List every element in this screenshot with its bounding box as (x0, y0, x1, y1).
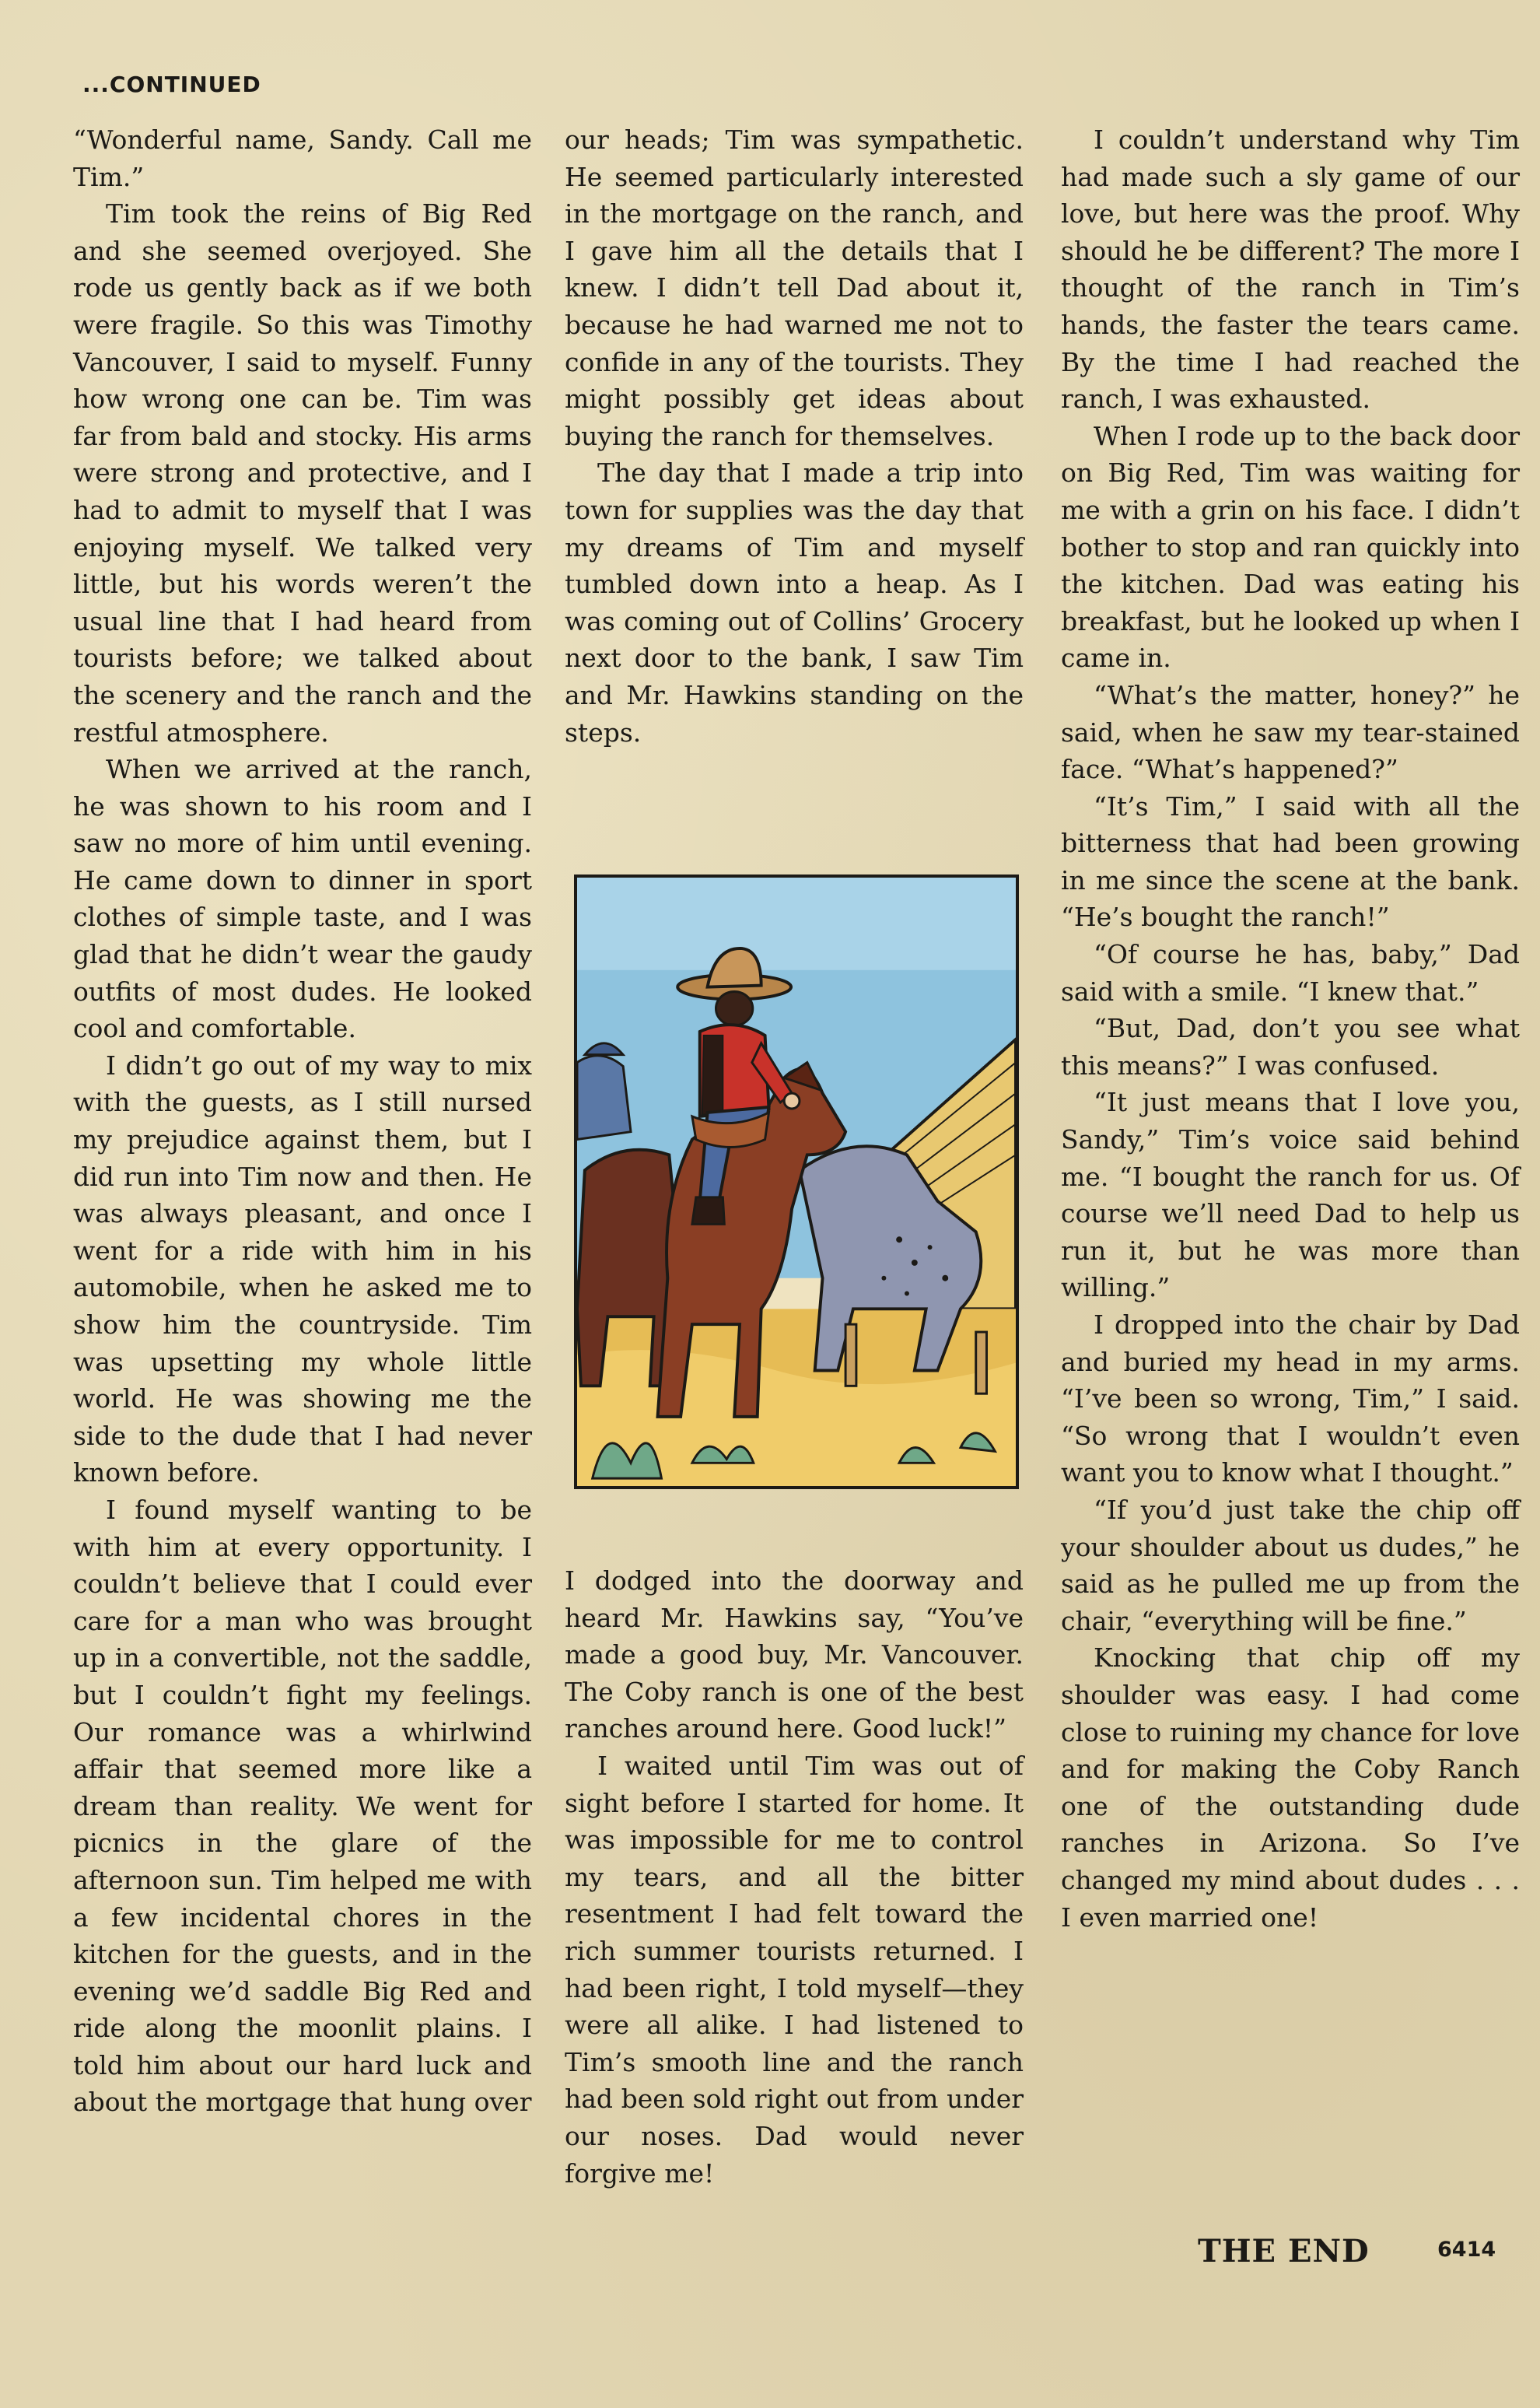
paragraph: Knocking that chip off my shoulder was easy. I had come close to ruining my chance for love and for making the Coby Ranch one of the outstanding dude ranches in Arizona. So I’ve changed my mind about dudes . . . I even married one! (1061, 1642, 1520, 1933)
illustration-art (577, 878, 1016, 1486)
the-end-label: THE END (1198, 2233, 1370, 2270)
continued-header: ...CONTINUED (82, 72, 261, 97)
paragraph: I dropped into the chair by Dad and buried my head in my arms. “I’ve been so wrong, Tim,” I said. “So wrong that I wouldn’t even want you to know what I thought.” (1061, 1309, 1520, 1488)
paragraph: I waited until Tim was out of sight before I started for home. It was impossible for me to control my tears, and all the bitter resentment I had felt toward the rich summer tourists returned. I had been right, I told myself—they were all alike. I had listened to Tim’s smooth line and the ranch had been sold right out from under our noses. Dad would never forgive me! (565, 1750, 1024, 2189)
paragraph: “If you’d just take the chip off your shoulder about us dudes,” he said as he pulled me up from the chair, “everything will be fine.” (1061, 1494, 1520, 1636)
paragraph: our heads; Tim was sympathetic. He seemed particularly interested in the mortgage on the ranch, and I gave him all the details that I knew. I didn’t tell Dad about it, because he had warned me not to confide in any of the tourists. They might possibly get ideas about buying the ranch for themselves. (565, 124, 1024, 451)
paragraph: I dodged into the doorway and heard Mr. Hawkins say, “You’ve made a good buy, Mr. Vancouver. The Coby ranch is one of the best ranches around here. Good luck!” (565, 1565, 1024, 1744)
paragraph: When we arrived at the ranch, he was shown to his room and I saw no more of him until evening. He came down to dinner in sport clothes of simple taste, and I was glad that he didn’t wear the gaudy outfits of most dudes. He looked cool and comfortable. (73, 754, 532, 1044)
text-column-2-bottom (565, 1562, 1024, 2192)
paragraph: The day that I made a trip into town for supplies was the day that my dreams of Tim and myself tumbled down into a heap. As I was coming out of Collins’ Grocery next door to the bank, I saw Tim and Mr. Hawkins standing on the steps. (565, 457, 1024, 748)
paragraph: “But, Dad, don’t you see what this means?” I was confused. (1061, 1013, 1520, 1081)
text-column-2-top (565, 121, 1024, 751)
text-column-1 (73, 121, 532, 2121)
paragraph: I couldn’t understand why Tim had made such a sly game of our love, but here was the proof. Why should he be different? The more I thought of the ranch in Tim’s hands, the faster the tears came. By the time I had reached the ranch, I was exhausted. (1061, 124, 1520, 415)
paragraph: “It’s Tim,” I said with all the bitterness that had been growing in me since the scene at the bank. “He’s bought the ranch!” (1061, 790, 1520, 933)
paragraph: “Of course he has, baby,” Dad said with a smile. “I knew that.” (1061, 939, 1520, 1007)
text-column-3 (1061, 121, 1520, 1936)
paragraph: “It just means that I love you, Sandy,” Tim’s voice said behind me. “I bought the ranch for us. Of course we’ll need Dad to help us run it, but he was more than willing.” (1061, 1087, 1520, 1303)
paragraph: Tim took the reins of Big Red and she seemed overjoyed. She rode us gently back as if we both were fragile. So this was Timothy Vancouver, I said to myself. Funny how wrong one can be. Tim was far from bald and stocky. His arms were strong and protective, and I had to admit to myself that I was enjoying myself. We talked very little, but his words weren’t the usual line that I had heard from tourists before; we talked about the scenery and the ranch and the restful atmosphere. (73, 198, 532, 748)
paragraph: “Wonderful name, Sandy. Call me Tim.” (73, 124, 532, 192)
page-number: 6414 (1437, 2238, 1496, 2262)
paragraph: When I rode up to the back door on Big Red, Tim was waiting for me with a grin on his face. I didn’t bother to stop and ran quickly into the kitchen. Dad was eating his breakfast, but he looked up when I came in. (1061, 420, 1520, 674)
sky-upper (577, 878, 1016, 970)
cowboy-horse-illustration (574, 875, 1019, 1489)
paragraph: I found myself wanting to be with him at every opportunity. I couldn’t believe that I could ever care for a man who was brought up in a convertible, not the saddle, but I couldn’t fight my feelings. Our romance was a whirlwind affair that seemed more like a dream than reality. We went for picnics in the glare of the afternoon sun. Tim helped me with a few incidental chores in the kitchen for the guests, and in the evening we’d saddle Big Red and ride along the moonlit plains. I told him about our hard luck and about the mortgage that hung over (73, 1494, 532, 2118)
paragraph: “What’s the matter, honey?” he said, when he saw my tear-stained face. “What’s happened?” (1061, 679, 1520, 785)
paragraph: I didn’t go out of my way to mix with the guests, as I still nursed my prejudice against them, but I did run into Tim now and then. He was always pleasant, and once I went for a ride with him in his automobile, when he asked me to show him the countryside. Tim was upsetting my whole little world. He was showing me the side to the dude that I had never known before. (73, 1050, 532, 1488)
